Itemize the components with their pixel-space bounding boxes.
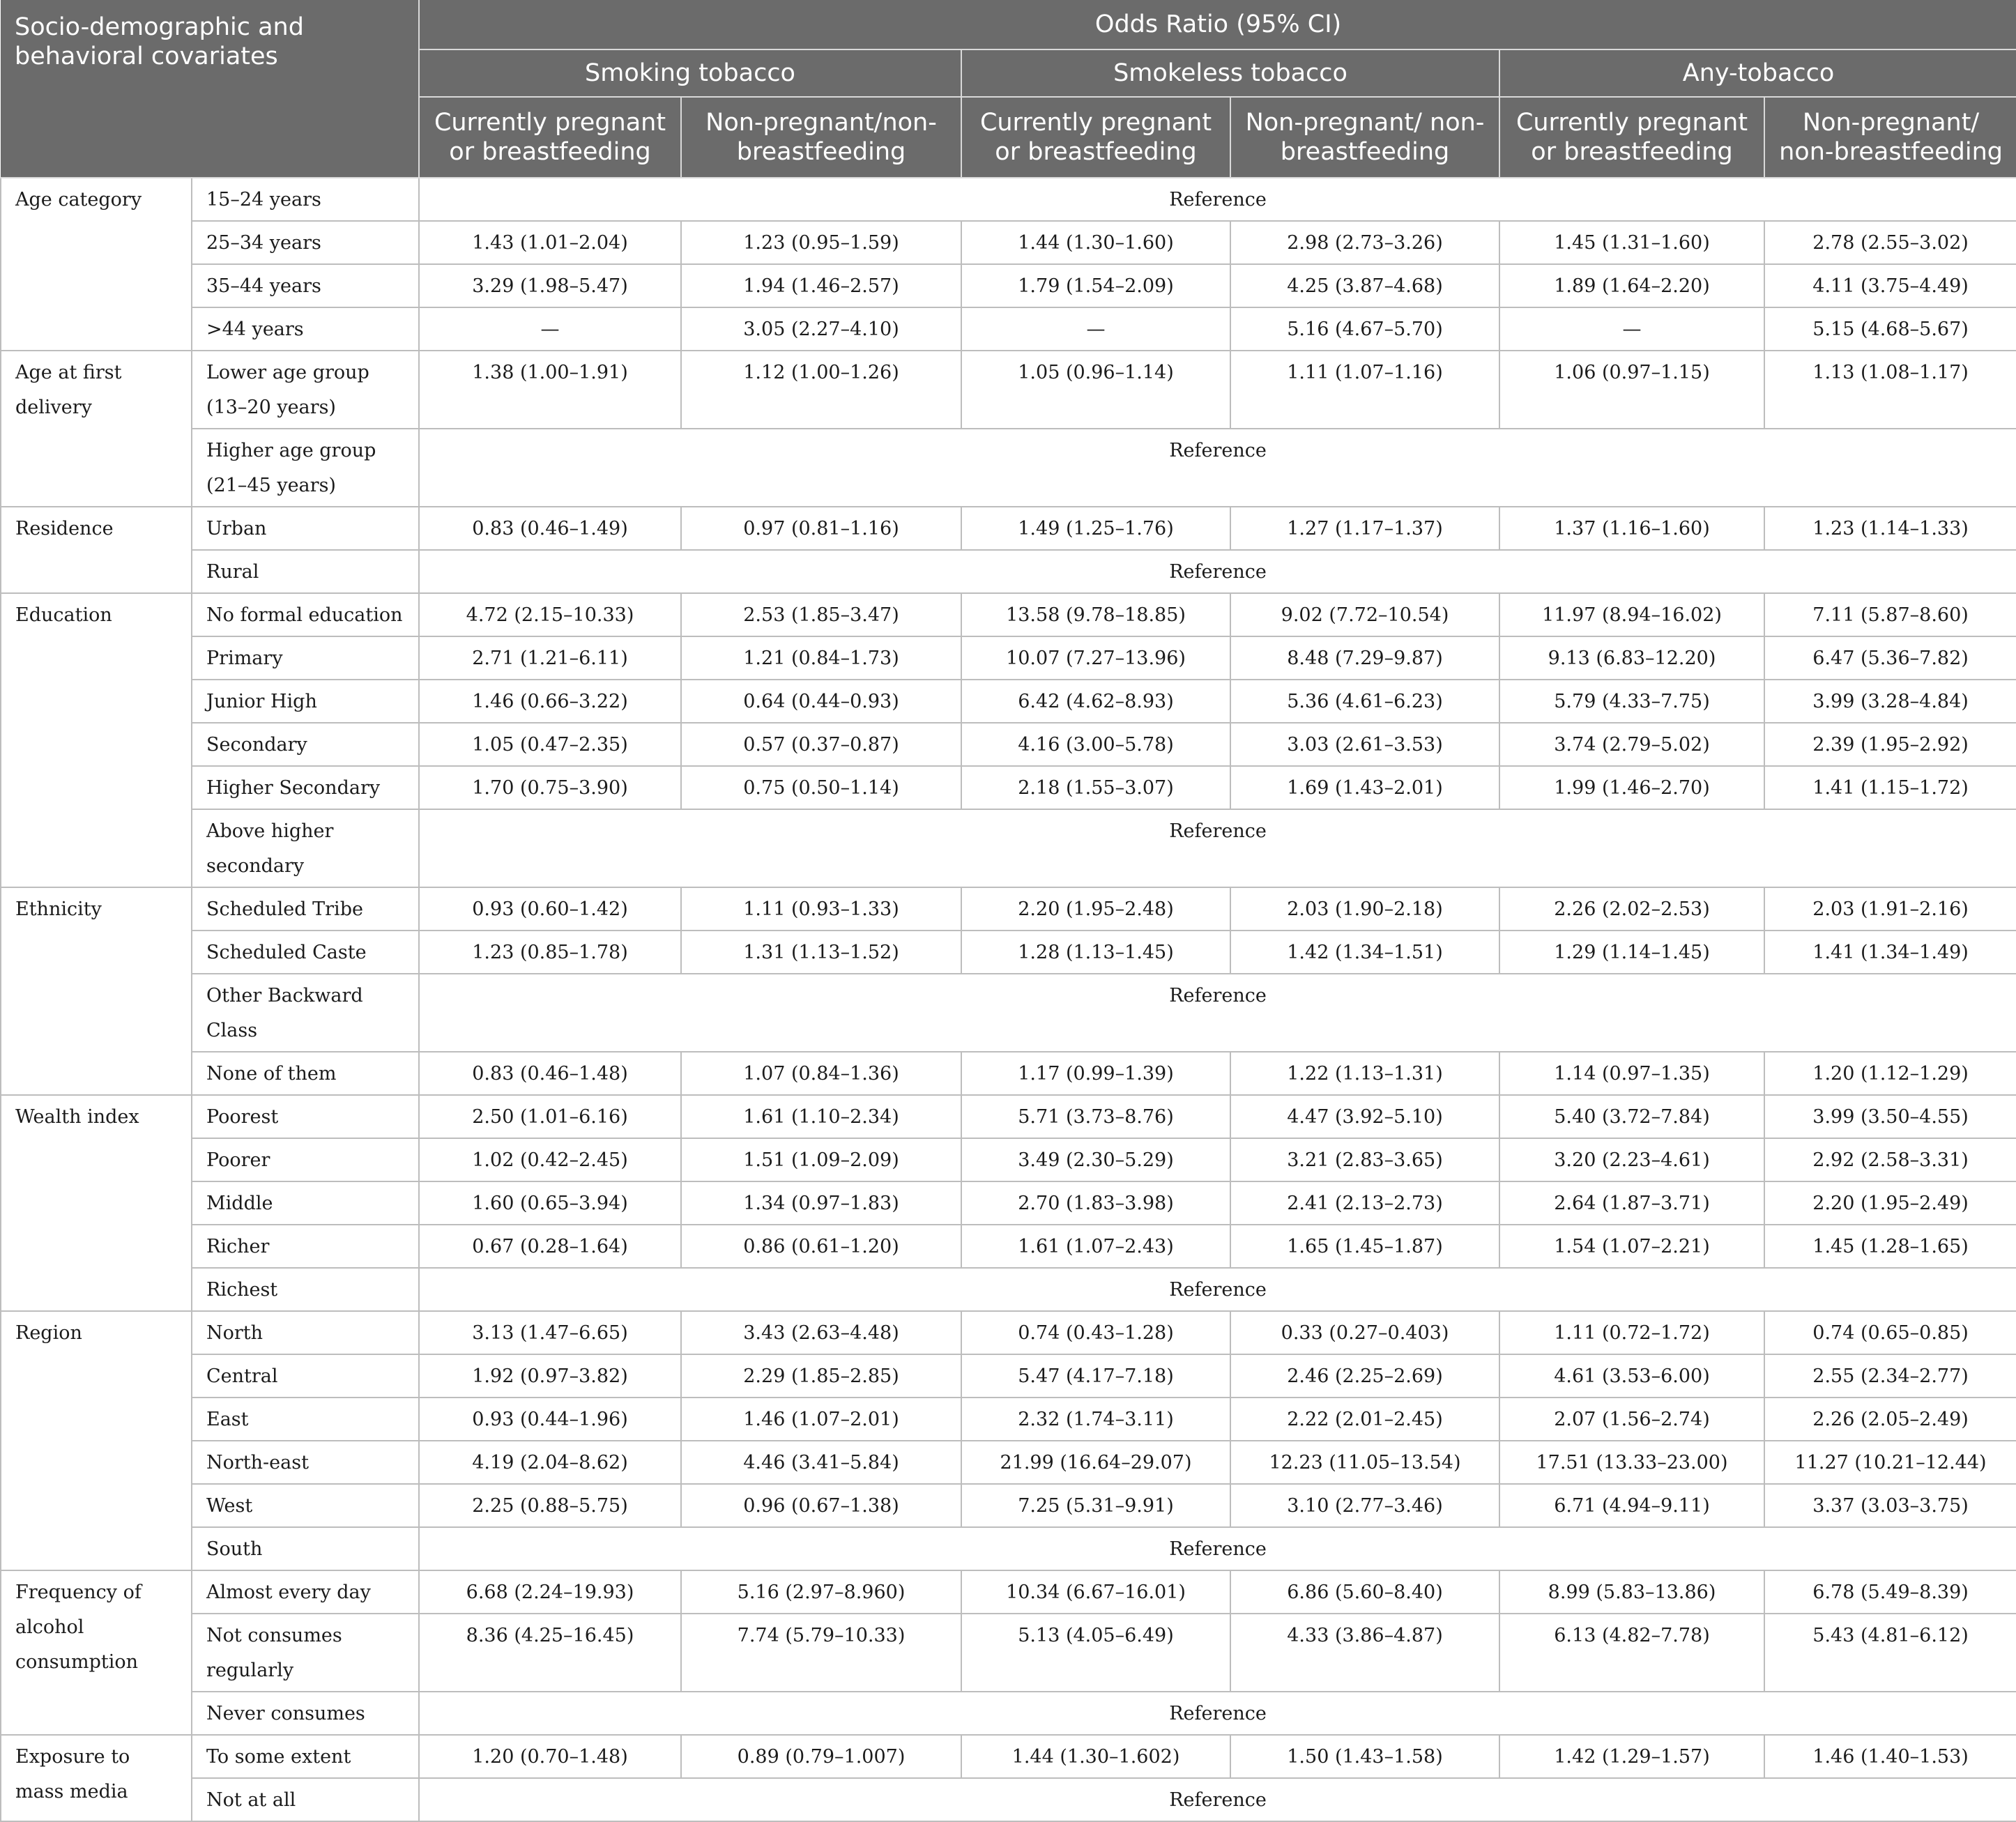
odds-ratio-cell: 4.33 (3.86–4.87) [1230, 1614, 1499, 1692]
category-label: Junior High [192, 680, 419, 723]
table-row [1, 1225, 2016, 1268]
table-row [1, 1692, 2016, 1735]
odds-ratio-cell: 1.54 (1.07–2.21) [1499, 1225, 1764, 1268]
odds-ratio-cell: 0.64 (0.44–0.93) [681, 680, 961, 723]
odds-ratio-cell: 1.37 (1.16–1.60) [1499, 507, 1764, 550]
odds-ratio-cell: 2.20 (1.95–2.49) [1764, 1181, 2016, 1225]
category-label: Urban [192, 507, 419, 550]
odds-ratio-cell: 2.46 (2.25–2.69) [1230, 1354, 1499, 1398]
odds-ratio-cell: 1.92 (0.97–3.82) [419, 1354, 681, 1398]
odds-ratio-cell: 4.11 (3.75–4.49) [1764, 264, 2016, 307]
odds-ratio-cell: — [961, 307, 1230, 351]
odds-ratio-cell: 10.07 (7.27–13.96) [961, 636, 1230, 680]
odds-ratio-cell: 1.69 (1.43–2.01) [1230, 766, 1499, 809]
odds-ratio-cell: 0.57 (0.37–0.87) [681, 723, 961, 766]
odds-ratio-cell: 2.55 (2.34–2.77) [1764, 1354, 2016, 1398]
reference-cell: Reference [419, 429, 2016, 507]
table-row [1, 1527, 2016, 1570]
table-row [1, 307, 2016, 351]
odds-ratio-cell: 2.53 (1.85–3.47) [681, 593, 961, 636]
odds-ratio-cell: 1.46 (1.07–2.01) [681, 1398, 961, 1441]
odds-ratio-cell: 5.16 (4.67–5.70) [1230, 307, 1499, 351]
table-row [1, 1778, 2016, 1821]
category-label: West [192, 1484, 419, 1527]
odds-ratio-cell: 1.07 (0.84–1.36) [681, 1052, 961, 1095]
odds-ratio-cell: 1.34 (0.97–1.83) [681, 1181, 961, 1225]
reference-cell: Reference [419, 1778, 2016, 1821]
table-row [1, 931, 2016, 974]
odds-ratio-cell: 0.97 (0.81–1.16) [681, 507, 961, 550]
category-label: Poorest [192, 1095, 419, 1138]
odds-ratio-cell: 1.94 (1.46–2.57) [681, 264, 961, 307]
odds-ratio-cell: 10.34 (6.67–16.01) [961, 1570, 1230, 1614]
odds-ratio-cell: 2.70 (1.83–3.98) [961, 1181, 1230, 1225]
table-row [1, 766, 2016, 809]
covariate-label: Ethnicity [1, 887, 192, 1095]
table-row [1, 1354, 2016, 1398]
odds-ratio-cell: 1.13 (1.08–1.17) [1764, 351, 2016, 429]
odds-ratio-cell: 1.79 (1.54–2.09) [961, 264, 1230, 307]
category-label: 25–34 years [192, 221, 419, 264]
subheader-smoking-pregnant: Currently pregnant or breastfeeding [419, 97, 681, 178]
table-row [1, 1138, 2016, 1181]
table-row [1, 809, 2016, 887]
odds-ratio-cell: 7.25 (5.31–9.91) [961, 1484, 1230, 1527]
table-row [1, 1398, 2016, 1441]
subheader-any-pregnant: Currently pregnant or breastfeeding [1499, 97, 1764, 178]
odds-ratio-cell: 3.05 (2.27–4.10) [681, 307, 961, 351]
table-row [1, 1484, 2016, 1527]
odds-ratio-cell: 1.42 (1.34–1.51) [1230, 931, 1499, 974]
odds-ratio-cell: 5.15 (4.68–5.67) [1764, 307, 2016, 351]
odds-ratio-cell: 3.10 (2.77–3.46) [1230, 1484, 1499, 1527]
reference-cell: Reference [419, 1692, 2016, 1735]
odds-ratio-cell: 2.26 (2.05–2.49) [1764, 1398, 2016, 1441]
odds-ratio-cell: 2.22 (2.01–2.45) [1230, 1398, 1499, 1441]
table-row [1, 1570, 2016, 1614]
table-row [1, 550, 2016, 593]
category-label: Not at all [192, 1778, 419, 1821]
category-label: Rural [192, 550, 419, 593]
odds-ratio-cell: 9.02 (7.72–10.54) [1230, 593, 1499, 636]
category-label: Middle [192, 1181, 419, 1225]
odds-ratio-cell: 2.98 (2.73–3.26) [1230, 221, 1499, 264]
table-row [1, 636, 2016, 680]
odds-ratio-cell: 2.71 (1.21–6.11) [419, 636, 681, 680]
odds-ratio-cell: — [419, 307, 681, 351]
odds-ratio-cell: 2.92 (2.58–3.31) [1764, 1138, 2016, 1181]
odds-ratio-cell: 2.50 (1.01–6.16) [419, 1095, 681, 1138]
odds-ratio-cell: 1.23 (0.95–1.59) [681, 221, 961, 264]
odds-ratio-cell: 0.33 (0.27–0.403) [1230, 1311, 1499, 1354]
odds-ratio-cell: 2.25 (0.88–5.75) [419, 1484, 681, 1527]
odds-ratio-cell: 3.21 (2.83–3.65) [1230, 1138, 1499, 1181]
odds-ratio-cell: 1.38 (1.00–1.91) [419, 351, 681, 429]
odds-ratio-cell: 1.27 (1.17–1.37) [1230, 507, 1499, 550]
odds-ratio-cell: 0.75 (0.50–1.14) [681, 766, 961, 809]
category-label: Not consumes regularly [192, 1614, 419, 1692]
odds-ratio-cell: 1.06 (0.97–1.15) [1499, 351, 1764, 429]
odds-ratio-cell: 1.29 (1.14–1.45) [1499, 931, 1764, 974]
odds-ratio-cell: 1.11 (0.72–1.72) [1499, 1311, 1764, 1354]
odds-ratio-cell: 3.74 (2.79–5.02) [1499, 723, 1764, 766]
odds-ratio-cell: 1.45 (1.28–1.65) [1764, 1225, 2016, 1268]
category-label: Other Backward Class [192, 974, 419, 1052]
odds-ratio-cell: 0.93 (0.60–1.42) [419, 887, 681, 931]
table-row [1, 507, 2016, 550]
odds-ratio-cell: 2.03 (1.90–2.18) [1230, 887, 1499, 931]
reference-cell: Reference [419, 178, 2016, 221]
odds-ratio-cell: 3.99 (3.50–4.55) [1764, 1095, 2016, 1138]
table-row [1, 429, 2016, 507]
odds-ratio-cell: 6.42 (4.62–8.93) [961, 680, 1230, 723]
table-row [1, 1735, 2016, 1778]
odds-ratio-cell: 5.13 (4.05–6.49) [961, 1614, 1230, 1692]
subheader-smoking-nonpregnant: Non-pregnant/non-breastfeeding [681, 97, 961, 178]
table-row [1, 221, 2016, 264]
odds-ratio-cell: 0.83 (0.46–1.48) [419, 1052, 681, 1095]
odds-ratio-cell: 1.89 (1.64–2.20) [1499, 264, 1764, 307]
odds-ratio-cell: 3.49 (2.30–5.29) [961, 1138, 1230, 1181]
odds-ratio-cell: 4.61 (3.53–6.00) [1499, 1354, 1764, 1398]
category-label: Higher Secondary [192, 766, 419, 809]
odds-ratio-cell: 6.13 (4.82–7.78) [1499, 1614, 1764, 1692]
odds-ratio-cell: 1.41 (1.15–1.72) [1764, 766, 2016, 809]
table-row [1, 680, 2016, 723]
category-label: South [192, 1527, 419, 1570]
odds-ratio-cell: 3.20 (2.23–4.61) [1499, 1138, 1764, 1181]
odds-ratio-cell: 0.74 (0.43–1.28) [961, 1311, 1230, 1354]
odds-ratio-cell: 4.16 (3.00–5.78) [961, 723, 1230, 766]
odds-ratio-cell: 5.71 (3.73–8.76) [961, 1095, 1230, 1138]
odds-ratio-cell: 1.41 (1.34–1.49) [1764, 931, 2016, 974]
covariate-label: Age category [1, 178, 192, 351]
odds-ratio-cell: 1.22 (1.13–1.31) [1230, 1052, 1499, 1095]
odds-ratio-cell: 17.51 (13.33–23.00) [1499, 1441, 1764, 1484]
odds-ratio-cell: 1.43 (1.01–2.04) [419, 221, 681, 264]
table-row [1, 593, 2016, 636]
odds-ratio-cell: 4.47 (3.92–5.10) [1230, 1095, 1499, 1138]
reference-cell: Reference [419, 974, 2016, 1052]
subheader-smokeless-nonpregnant: Non-pregnant/ non-breastfeeding [1230, 97, 1499, 178]
odds-ratio-cell: 1.70 (0.75–3.90) [419, 766, 681, 809]
covariate-label: Exposure to mass media [1, 1735, 192, 1821]
odds-ratio-cell: 1.02 (0.42–2.45) [419, 1138, 681, 1181]
table-row [1, 887, 2016, 931]
odds-ratio-cell: 3.37 (3.03–3.75) [1764, 1484, 2016, 1527]
odds-ratio-cell: 1.65 (1.45–1.87) [1230, 1225, 1499, 1268]
covariate-label: Wealth index [1, 1095, 192, 1311]
group-header-smokeless: Smokeless tobacco [961, 49, 1499, 97]
reference-cell: Reference [419, 809, 2016, 887]
odds-ratio-cell: 5.79 (4.33–7.75) [1499, 680, 1764, 723]
odds-ratio-cell: 0.83 (0.46–1.49) [419, 507, 681, 550]
odds-ratio-cell: 1.05 (0.47–2.35) [419, 723, 681, 766]
odds-ratio-cell: 9.13 (6.83–12.20) [1499, 636, 1764, 680]
reference-cell: Reference [419, 550, 2016, 593]
odds-ratio-cell: 6.71 (4.94–9.11) [1499, 1484, 1764, 1527]
covariate-label: Region [1, 1311, 192, 1570]
odds-ratio-cell: 5.47 (4.17–7.18) [961, 1354, 1230, 1398]
table-row [1, 1311, 2016, 1354]
odds-ratio-cell: 0.93 (0.44–1.96) [419, 1398, 681, 1441]
odds-ratio-cell: 1.45 (1.31–1.60) [1499, 221, 1764, 264]
odds-ratio-cell: 1.21 (0.84–1.73) [681, 636, 961, 680]
category-label: No formal education [192, 593, 419, 636]
odds-ratio-cell: 2.41 (2.13–2.73) [1230, 1181, 1499, 1225]
odds-ratio-cell: 2.07 (1.56–2.74) [1499, 1398, 1764, 1441]
odds-ratio-cell: 3.99 (3.28–4.84) [1764, 680, 2016, 723]
covariates-header: Socio-demographic and behavioral covariates [1, 0, 419, 178]
odds-ratio-cell: 0.86 (0.61–1.20) [681, 1225, 961, 1268]
category-label: None of them [192, 1052, 419, 1095]
table-row [1, 1095, 2016, 1138]
category-label: 35–44 years [192, 264, 419, 307]
table-row [1, 1268, 2016, 1311]
category-label: Almost every day [192, 1570, 419, 1614]
category-label: Primary [192, 636, 419, 680]
category-label: Above higher secondary [192, 809, 419, 887]
odds-ratio-cell: 1.44 (1.30–1.602) [961, 1735, 1230, 1778]
odds-ratio-cell: 2.39 (1.95–2.92) [1764, 723, 2016, 766]
odds-ratio-cell: 1.46 (1.40–1.53) [1764, 1735, 2016, 1778]
odds-ratio-cell: 1.11 (0.93–1.33) [681, 887, 961, 931]
odds-ratio-cell: 8.36 (4.25–16.45) [419, 1614, 681, 1692]
odds-ratio-cell: 3.13 (1.47–6.65) [419, 1311, 681, 1354]
odds-ratio-cell: 1.31 (1.13–1.52) [681, 931, 961, 974]
odds-ratio-cell: 1.23 (0.85–1.78) [419, 931, 681, 974]
table-row [1, 1052, 2016, 1095]
odds-ratio-cell: 2.18 (1.55–3.07) [961, 766, 1230, 809]
category-label: Richest [192, 1268, 419, 1311]
category-label: East [192, 1398, 419, 1441]
odds-ratio-cell: 1.20 (0.70–1.48) [419, 1735, 681, 1778]
table-body [1, 178, 2016, 1821]
odds-ratio-cell: 1.05 (0.96–1.14) [961, 351, 1230, 429]
odds-ratio-cell: 11.27 (10.21–12.44) [1764, 1441, 2016, 1484]
odds-ratio-cell: 1.50 (1.43–1.58) [1230, 1735, 1499, 1778]
table-row [1, 974, 2016, 1052]
category-label: Secondary [192, 723, 419, 766]
category-label: To some extent [192, 1735, 419, 1778]
odds-ratio-cell: 3.43 (2.63–4.48) [681, 1311, 961, 1354]
odds-ratio-cell: 1.14 (0.97–1.35) [1499, 1052, 1764, 1095]
odds-ratio-cell: 1.12 (1.00–1.26) [681, 351, 961, 429]
odds-ratio-cell: 0.96 (0.67–1.38) [681, 1484, 961, 1527]
odds-ratio-cell: 5.40 (3.72–7.84) [1499, 1095, 1764, 1138]
subheader-smokeless-pregnant: Currently pregnant or breastfeeding [961, 97, 1230, 178]
odds-ratio-cell: 0.67 (0.28–1.64) [419, 1225, 681, 1268]
covariate-label: Frequency of alcohol consumption [1, 1570, 192, 1735]
category-label: Never consumes [192, 1692, 419, 1735]
odds-ratio-cell: 4.46 (3.41–5.84) [681, 1441, 961, 1484]
table-row [1, 1441, 2016, 1484]
odds-ratio-cell: 3.29 (1.98–5.47) [419, 264, 681, 307]
odds-ratio-cell: 12.23 (11.05–13.54) [1230, 1441, 1499, 1484]
category-label: Central [192, 1354, 419, 1398]
odds-ratio-cell: 11.97 (8.94–16.02) [1499, 593, 1764, 636]
odds-ratio-cell: 1.60 (0.65–3.94) [419, 1181, 681, 1225]
odds-ratio-cell: 2.29 (1.85–2.85) [681, 1354, 961, 1398]
odds-ratio-cell: 5.16 (2.97–8.960) [681, 1570, 961, 1614]
table-row [1, 723, 2016, 766]
table-header [1, 0, 2016, 178]
odds-ratio-cell: 0.74 (0.65–0.85) [1764, 1311, 2016, 1354]
odds-ratio-cell: 5.36 (4.61–6.23) [1230, 680, 1499, 723]
covariate-label: Age at first delivery [1, 351, 192, 507]
category-label: Poorer [192, 1138, 419, 1181]
odds-ratio-cell: 5.43 (4.81–6.12) [1764, 1614, 2016, 1692]
odds-ratio-cell: 13.58 (9.78–18.85) [961, 593, 1230, 636]
group-header-any: Any-tobacco [1499, 49, 2016, 97]
group-header-smoking: Smoking tobacco [419, 49, 961, 97]
odds-ratio-cell: 2.26 (2.02–2.53) [1499, 887, 1764, 931]
odds-ratio-cell: 6.47 (5.36–7.82) [1764, 636, 2016, 680]
odds-ratio-cell: 4.72 (2.15–10.33) [419, 593, 681, 636]
category-label: Scheduled Tribe [192, 887, 419, 931]
covariate-label: Education [1, 593, 192, 887]
odds-ratio-cell: 6.78 (5.49–8.39) [1764, 1570, 2016, 1614]
odds-ratio-cell: 1.51 (1.09–2.09) [681, 1138, 961, 1181]
reference-cell: Reference [419, 1268, 2016, 1311]
odds-ratio-cell: 6.68 (2.24–19.93) [419, 1570, 681, 1614]
category-label: >44 years [192, 307, 419, 351]
category-label: Scheduled Caste [192, 931, 419, 974]
odds-ratio-cell: 7.11 (5.87–8.60) [1764, 593, 2016, 636]
odds-ratio-cell: 1.17 (0.99–1.39) [961, 1052, 1230, 1095]
odds-ratio-cell: 1.49 (1.25–1.76) [961, 507, 1230, 550]
odds-ratio-header: Odds Ratio (95% CI) [419, 0, 2016, 49]
odds-ratio-cell: 2.20 (1.95–2.48) [961, 887, 1230, 931]
odds-ratio-cell: 8.99 (5.83–13.86) [1499, 1570, 1764, 1614]
odds-ratio-cell: 1.42 (1.29–1.57) [1499, 1735, 1764, 1778]
category-label: Lower age group (13–20 years) [192, 351, 419, 429]
odds-ratio-cell: 1.11 (1.07–1.16) [1230, 351, 1499, 429]
category-label: 15–24 years [192, 178, 419, 221]
category-label: North-east [192, 1441, 419, 1484]
odds-ratio-cell: 4.19 (2.04–8.62) [419, 1441, 681, 1484]
odds-ratio-cell: 1.44 (1.30–1.60) [961, 221, 1230, 264]
odds-ratio-cell: 0.89 (0.79–1.007) [681, 1735, 961, 1778]
odds-ratio-cell: 1.23 (1.14–1.33) [1764, 507, 2016, 550]
subheader-any-nonpregnant: Non-pregnant/ non-breastfeeding [1764, 97, 2016, 178]
table-row [1, 1614, 2016, 1692]
table-row [1, 178, 2016, 221]
reference-cell: Reference [419, 1527, 2016, 1570]
odds-ratio-cell: 3.03 (2.61–3.53) [1230, 723, 1499, 766]
category-label: North [192, 1311, 419, 1354]
odds-ratio-cell: 2.03 (1.91–2.16) [1764, 887, 2016, 931]
category-label: Richer [192, 1225, 419, 1268]
table-row [1, 264, 2016, 307]
odds-ratio-cell: 21.99 (16.64–29.07) [961, 1441, 1230, 1484]
table-row [1, 1181, 2016, 1225]
odds-ratio-cell: 1.61 (1.10–2.34) [681, 1095, 961, 1138]
odds-ratio-cell: 6.86 (5.60–8.40) [1230, 1570, 1499, 1614]
covariate-label: Residence [1, 507, 192, 593]
category-label: Higher age group (21–45 years) [192, 429, 419, 507]
odds-ratio-cell: 2.64 (1.87–3.71) [1499, 1181, 1764, 1225]
odds-ratio-cell: 8.48 (7.29–9.87) [1230, 636, 1499, 680]
odds-ratio-cell: 1.61 (1.07–2.43) [961, 1225, 1230, 1268]
odds-ratio-cell: 2.78 (2.55–3.02) [1764, 221, 2016, 264]
odds-ratio-cell: 1.46 (0.66–3.22) [419, 680, 681, 723]
table-row [1, 351, 2016, 429]
odds-ratio-cell: 2.32 (1.74–3.11) [961, 1398, 1230, 1441]
odds-ratio-cell: 7.74 (5.79–10.33) [681, 1614, 961, 1692]
odds-ratio-cell: 1.20 (1.12–1.29) [1764, 1052, 2016, 1095]
odds-ratio-cell: 1.99 (1.46–2.70) [1499, 766, 1764, 809]
odds-ratio-cell: 1.28 (1.13–1.45) [961, 931, 1230, 974]
odds-ratio-cell: — [1499, 307, 1764, 351]
odds-ratio-cell: 4.25 (3.87–4.68) [1230, 264, 1499, 307]
